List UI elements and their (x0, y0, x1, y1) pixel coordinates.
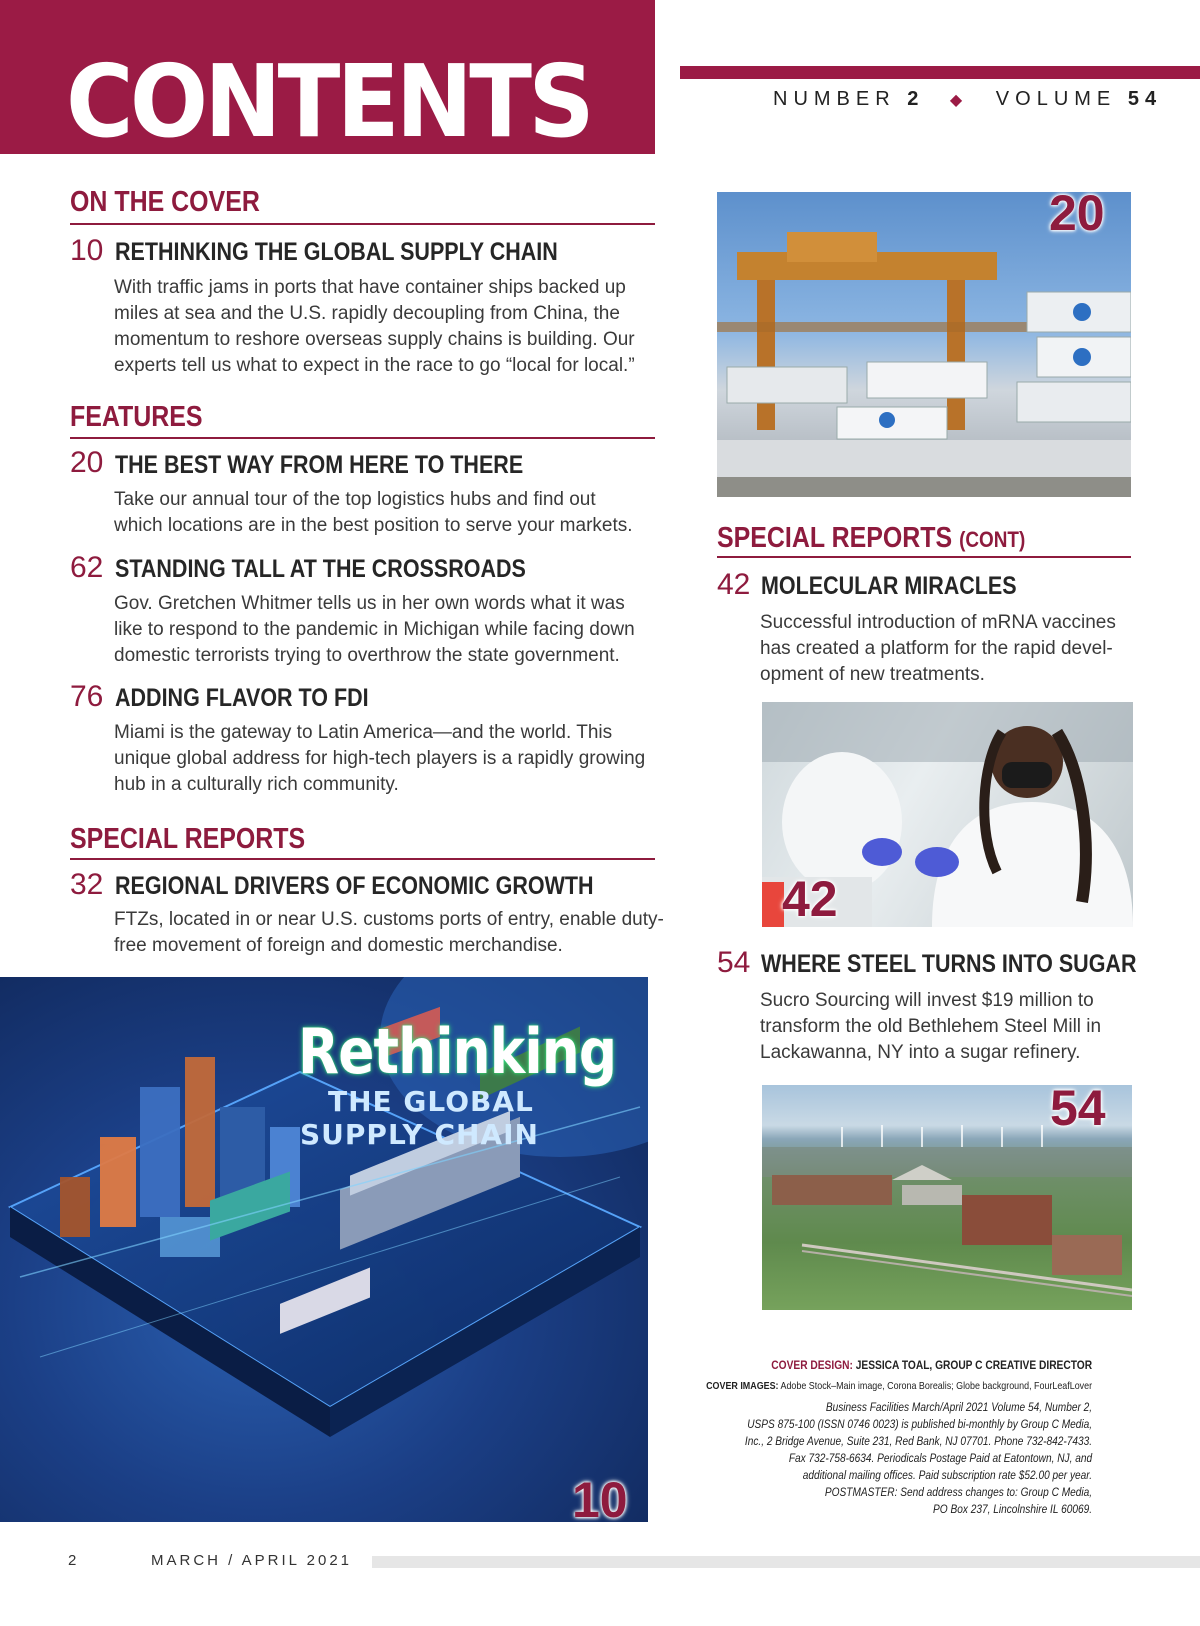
credit-value: Adobe Stock–Main image, Corona Borealis; Globe background, FourLeafLover (780, 1380, 1092, 1392)
section-heading-suffix: (CONT) (959, 527, 1026, 552)
description-line: Gov. Gretchen Whitmer tells us in her own words what it was (114, 593, 625, 614)
photo-page-number: 54 (1050, 1085, 1106, 1136)
description-line: which locations are in the best position to serve your markets. (114, 515, 633, 536)
entry-page-number[interactable]: 10 (70, 234, 104, 267)
section-rule (70, 223, 655, 225)
description-line: With traffic jams in ports that have container ships backed up (114, 277, 626, 298)
cover-subtitle: THE GLOBAL (328, 1085, 534, 1118)
entry-title[interactable]: RETHINKING THE GLOBAL SUPPLY CHAIN (115, 238, 558, 266)
issue-volume-label: VOLUME (995, 88, 1117, 110)
photo-page-number: 20 (1049, 192, 1105, 241)
credits-block (638, 1358, 1092, 1519)
diamond-icon: ◆ (949, 92, 963, 109)
entry-page-number[interactable]: 54 (717, 946, 751, 979)
pub-line: Business Facilities March/April 2021 Volume 54, Number 2, (825, 1402, 1092, 1414)
entry-title[interactable]: MOLECULAR MIRACLES (761, 572, 1017, 600)
pub-line: POSTMASTER: Send address changes to: Group C Media, (824, 1487, 1092, 1499)
description-line: unique global address for high-tech players is a rapidly growing (114, 748, 646, 769)
pub-line: Inc., 2 Bridge Avenue, Suite 231, Red Bank, NJ 07701. Phone 732-842-7433. (744, 1436, 1092, 1448)
issue-volume: 54 (1127, 88, 1163, 110)
entry-title[interactable]: REGIONAL DRIVERS OF ECONOMIC GROWTH (115, 872, 594, 900)
description-line: Sucro Sourcing will invest $19 million to (760, 990, 1094, 1011)
header-banner (0, 0, 655, 154)
description-line: momentum to reshore overseas supply chains is building. Our (114, 329, 635, 350)
cover-image[interactable] (0, 977, 648, 1522)
page-title: CONTENTS (66, 43, 591, 154)
description-line: Lackawanna, NY into a sugar refinery. (760, 1042, 1081, 1063)
description-line: Successful introduction of mRNA vaccines (760, 612, 1116, 633)
footer-date: MARCH / APRIL 2021 (151, 1552, 353, 1569)
photo-page-number: 42 (782, 871, 838, 927)
entry-page-number[interactable]: 76 (70, 680, 104, 713)
section-heading-features: FEATURES (70, 401, 203, 433)
cover-design-credit (706, 1358, 1092, 1372)
section-heading-special-reports: SPECIAL REPORTS (70, 823, 306, 855)
section-rule (70, 437, 655, 439)
credit-value: JESSICA TOAL, GROUP C CREATIVE DIRECTOR (855, 1358, 1092, 1372)
entry-title[interactable]: ADDING FLAVOR TO FDI (115, 684, 369, 712)
lab-photo[interactable] (762, 702, 1133, 927)
description-line: domestic terrorists trying to overthrow the state government. (114, 645, 620, 666)
entry-title[interactable]: STANDING TALL AT THE CROSSROADS (115, 555, 526, 583)
description-line: opment of new treatments. (760, 664, 985, 685)
header-rule (680, 66, 1200, 79)
entry-title[interactable]: THE BEST WAY FROM HERE TO THERE (115, 451, 524, 479)
entry-description (114, 487, 633, 539)
description-line: Miami is the gateway to Latin America—and the world. This (114, 722, 613, 743)
entry-description (760, 610, 1116, 688)
cover-images-credit (706, 1380, 1092, 1392)
footer-page-number: 2 (68, 1552, 77, 1569)
publication-info (692, 1400, 1092, 1519)
pub-line: additional mailing offices. Paid subscription rate $52.00 per year. (802, 1470, 1092, 1482)
section-heading-special-reports-cont (717, 522, 1025, 555)
entry-description (114, 591, 635, 669)
description-line: hub in a culturally rich community. (114, 774, 399, 795)
pub-line: Fax 732-758-6634. Periodicals Postage Paid at Eatontown, NJ, and (788, 1453, 1092, 1465)
entry-description (114, 907, 664, 959)
section-rule (70, 858, 655, 860)
section-rule (717, 556, 1131, 558)
description-line: experts tell us what to expect in the race to go “local for local.” (114, 355, 635, 376)
description-line: transform the old Bethlehem Steel Mill in (760, 1016, 1102, 1037)
description-line: FTZs, located in or near U.S. customs ports of entry, enable duty- (114, 909, 664, 930)
description-line: like to respond to the pandemic in Michigan while facing down (114, 619, 635, 640)
footer-rule (372, 1556, 1200, 1568)
issue-number-label: NUMBER (773, 88, 896, 110)
description-line: miles at sea and the U.S. rapidly decoupling from China, the (114, 303, 620, 324)
photo-page-number: 10 (572, 1472, 628, 1522)
entry-description (114, 720, 645, 798)
description-line: free movement of foreign and domestic merchandise. (114, 935, 563, 956)
entry-title[interactable]: WHERE STEEL TURNS INTO SUGAR (761, 950, 1137, 978)
entry-description (114, 275, 635, 379)
mill-photo[interactable] (762, 1085, 1132, 1310)
description-line: Take our annual tour of the top logistics hubs and find out (114, 489, 596, 510)
pub-line: USPS 875-100 (ISSN 0746 0023) is published bi-monthly by Group C Media, (747, 1419, 1092, 1431)
credit-label: COVER IMAGES: (706, 1380, 779, 1392)
cover-title: Rethinking (298, 1015, 617, 1088)
entry-page-number[interactable]: 20 (70, 446, 104, 479)
issue-line (773, 88, 1162, 111)
description-line: has created a platform for the rapid devel- (760, 638, 1113, 659)
section-heading-text: SPECIAL REPORTS (717, 522, 953, 554)
credit-label: COVER DESIGN: (771, 1358, 853, 1372)
entry-description (760, 988, 1101, 1066)
pub-line: PO Box 237, Lincolnshire IL 60069. (932, 1504, 1092, 1516)
issue-number: 2 (907, 88, 925, 110)
port-photo[interactable] (717, 192, 1131, 497)
entry-page-number[interactable]: 32 (70, 868, 104, 901)
section-heading-on-the-cover: ON THE COVER (70, 186, 260, 218)
entry-page-number[interactable]: 42 (717, 568, 751, 601)
entry-page-number[interactable]: 62 (70, 551, 104, 584)
cover-subtitle: SUPPLY CHAIN (300, 1118, 539, 1151)
